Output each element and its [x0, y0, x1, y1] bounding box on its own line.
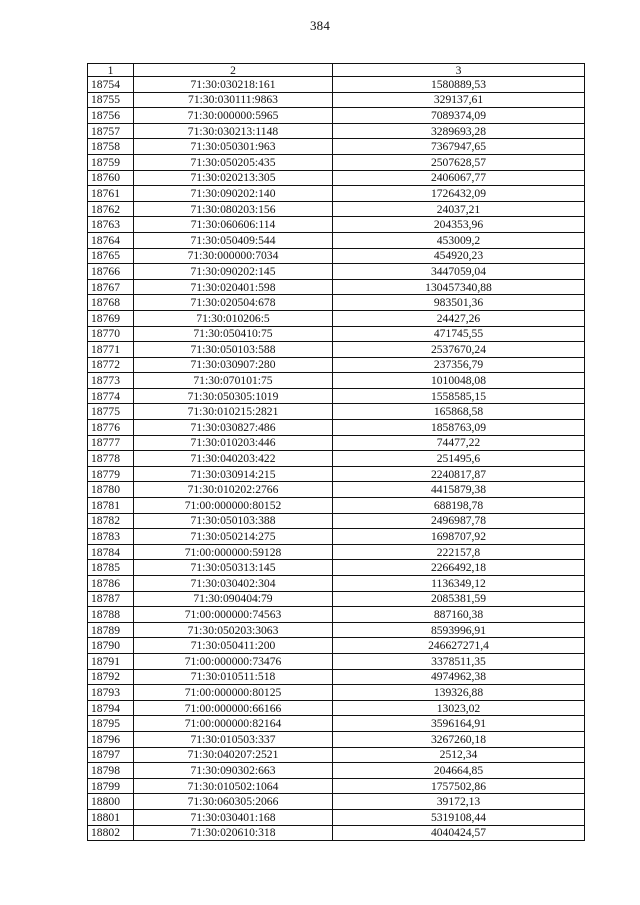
row-number-cell: 18776 [88, 420, 134, 436]
table-row [88, 685, 585, 701]
cadastral-number-cell: 71:00:000000:74563 [134, 607, 333, 623]
row-number-cell: 18802 [88, 825, 134, 841]
table-row [88, 560, 585, 576]
cadastral-value-cell: 1726432,09 [333, 186, 585, 202]
row-number-cell: 18789 [88, 622, 134, 638]
row-number-cell: 18769 [88, 310, 134, 326]
table-row [88, 435, 585, 451]
row-number-cell: 18772 [88, 357, 134, 373]
table-row [88, 731, 585, 747]
cadastral-value-cell: 237356,79 [333, 357, 585, 373]
row-number-cell: 18785 [88, 560, 134, 576]
table-row [88, 544, 585, 560]
cadastral-value-cell: 139326,88 [333, 685, 585, 701]
cadastral-number-cell: 71:30:020401:598 [134, 279, 333, 295]
cadastral-value-cell: 3378511,35 [333, 653, 585, 669]
cadastral-number-cell: 71:00:000000:80125 [134, 685, 333, 701]
cadastral-value-cell: 453009,2 [333, 232, 585, 248]
table-row [88, 716, 585, 732]
cadastral-value-table-container [87, 63, 585, 841]
table-row [88, 248, 585, 264]
cadastral-number-cell: 71:30:050103:588 [134, 342, 333, 358]
cadastral-value-cell: 13023,02 [333, 700, 585, 716]
table-row [88, 451, 585, 467]
row-number-cell: 18755 [88, 92, 134, 108]
table-row [88, 326, 585, 342]
cadastral-value-cell: 3447059,04 [333, 264, 585, 280]
cadastral-value-cell: 3267260,18 [333, 731, 585, 747]
table-row [88, 310, 585, 326]
table-row [88, 373, 585, 389]
cadastral-number-cell: 71:30:090404:79 [134, 591, 333, 607]
table-row [88, 669, 585, 685]
row-number-cell: 18768 [88, 295, 134, 311]
cadastral-number-cell: 71:30:090202:145 [134, 264, 333, 280]
cadastral-value-cell: 251495,6 [333, 451, 585, 467]
cadastral-value-cell: 8593996,91 [333, 622, 585, 638]
row-number-cell: 18793 [88, 685, 134, 701]
table-row [88, 201, 585, 217]
cadastral-value-cell: 1558585,15 [333, 388, 585, 404]
cadastral-number-cell: 71:30:070101:75 [134, 373, 333, 389]
cadastral-value-cell: 4415879,38 [333, 482, 585, 498]
cadastral-value-cell: 2406067,77 [333, 170, 585, 186]
cadastral-number-cell: 71:30:010511:518 [134, 669, 333, 685]
cadastral-number-cell: 71:30:050313:145 [134, 560, 333, 576]
column-header-1: 1 [88, 64, 134, 77]
table-row [88, 92, 585, 108]
cadastral-number-cell: 71:30:030213:1148 [134, 123, 333, 139]
cadastral-value-cell: 1698707,92 [333, 529, 585, 545]
cadastral-number-cell: 71:30:000000:7034 [134, 248, 333, 264]
cadastral-value-cell: 7367947,65 [333, 139, 585, 155]
cadastral-number-cell: 71:30:090302:663 [134, 763, 333, 779]
row-number-cell: 18766 [88, 264, 134, 280]
table-row [88, 529, 585, 545]
row-number-cell: 18783 [88, 529, 134, 545]
column-header-2: 2 [134, 64, 333, 77]
cadastral-number-cell: 71:30:010215:2821 [134, 404, 333, 420]
row-number-cell: 18795 [88, 716, 134, 732]
cadastral-value-cell: 1010048,08 [333, 373, 585, 389]
row-number-cell: 18770 [88, 326, 134, 342]
table-row [88, 264, 585, 280]
cadastral-number-cell: 71:30:050214:275 [134, 529, 333, 545]
cadastral-number-cell: 71:30:050205:435 [134, 154, 333, 170]
row-number-cell: 18756 [88, 108, 134, 124]
header-row [88, 64, 585, 77]
cadastral-number-cell: 71:30:010502:1064 [134, 778, 333, 794]
table-row [88, 466, 585, 482]
table-row [88, 778, 585, 794]
row-number-cell: 18792 [88, 669, 134, 685]
cadastral-value-cell: 1136349,12 [333, 576, 585, 592]
cadastral-value-table [87, 63, 585, 841]
row-number-cell: 18759 [88, 154, 134, 170]
cadastral-value-cell: 2507628,57 [333, 154, 585, 170]
row-number-cell: 18763 [88, 217, 134, 233]
cadastral-number-cell: 71:00:000000:82164 [134, 716, 333, 732]
table-row [88, 653, 585, 669]
row-number-cell: 18781 [88, 498, 134, 514]
cadastral-number-cell: 71:30:050301:963 [134, 139, 333, 155]
row-number-cell: 18754 [88, 77, 134, 93]
table-row [88, 295, 585, 311]
row-number-cell: 18796 [88, 731, 134, 747]
table-row [88, 809, 585, 825]
cadastral-value-cell: 5319108,44 [333, 809, 585, 825]
table-row [88, 108, 585, 124]
table-row [88, 638, 585, 654]
cadastral-value-cell: 7089374,09 [333, 108, 585, 124]
table-body [88, 77, 585, 841]
cadastral-value-cell: 4974962,38 [333, 669, 585, 685]
row-number-cell: 18787 [88, 591, 134, 607]
cadastral-value-cell: 2085381,59 [333, 591, 585, 607]
cadastral-value-cell: 39172,13 [333, 794, 585, 810]
table-row [88, 825, 585, 841]
table-row [88, 513, 585, 529]
cadastral-number-cell: 71:00:000000:66166 [134, 700, 333, 716]
cadastral-number-cell: 71:30:050203:3063 [134, 622, 333, 638]
cadastral-number-cell: 71:00:000000:73476 [134, 653, 333, 669]
cadastral-value-cell: 3289693,28 [333, 123, 585, 139]
table-row [88, 498, 585, 514]
cadastral-number-cell: 71:30:090202:140 [134, 186, 333, 202]
table-row [88, 763, 585, 779]
cadastral-value-cell: 329137,61 [333, 92, 585, 108]
table-row [88, 747, 585, 763]
row-number-cell: 18760 [88, 170, 134, 186]
cadastral-value-cell: 222157,8 [333, 544, 585, 560]
cadastral-value-cell: 688198,78 [333, 498, 585, 514]
table-header [88, 64, 585, 77]
cadastral-number-cell: 71:30:030402:304 [134, 576, 333, 592]
table-row [88, 388, 585, 404]
cadastral-value-cell: 4040424,57 [333, 825, 585, 841]
row-number-cell: 18764 [88, 232, 134, 248]
cadastral-number-cell: 71:30:010202:2766 [134, 482, 333, 498]
row-number-cell: 18784 [88, 544, 134, 560]
table-row [88, 342, 585, 358]
row-number-cell: 18794 [88, 700, 134, 716]
table-row [88, 404, 585, 420]
cadastral-number-cell: 71:30:050305:1019 [134, 388, 333, 404]
cadastral-number-cell: 71:30:020213:305 [134, 170, 333, 186]
cadastral-value-cell: 130457340,88 [333, 279, 585, 295]
cadastral-number-cell: 71:30:030218:161 [134, 77, 333, 93]
cadastral-value-cell: 2266492,18 [333, 560, 585, 576]
cadastral-number-cell: 71:00:000000:80152 [134, 498, 333, 514]
row-number-cell: 18757 [88, 123, 134, 139]
cadastral-number-cell: 71:30:060606:114 [134, 217, 333, 233]
cadastral-number-cell: 71:30:010206:5 [134, 310, 333, 326]
cadastral-value-cell: 454920,23 [333, 248, 585, 264]
cadastral-value-cell: 2537670,24 [333, 342, 585, 358]
cadastral-number-cell: 71:30:010203:446 [134, 435, 333, 451]
row-number-cell: 18773 [88, 373, 134, 389]
table-row [88, 217, 585, 233]
row-number-cell: 18777 [88, 435, 134, 451]
cadastral-value-cell: 1757502,86 [333, 778, 585, 794]
cadastral-number-cell: 71:30:050410:75 [134, 326, 333, 342]
cadastral-number-cell: 71:30:040203:422 [134, 451, 333, 467]
row-number-cell: 18788 [88, 607, 134, 623]
table-row [88, 622, 585, 638]
row-number-cell: 18798 [88, 763, 134, 779]
cadastral-value-cell: 24427,26 [333, 310, 585, 326]
cadastral-number-cell: 71:30:020504:678 [134, 295, 333, 311]
row-number-cell: 18800 [88, 794, 134, 810]
cadastral-value-cell: 246627271,4 [333, 638, 585, 654]
row-number-cell: 18797 [88, 747, 134, 763]
row-number-cell: 18782 [88, 513, 134, 529]
table-row [88, 482, 585, 498]
cadastral-value-cell: 1580889,53 [333, 77, 585, 93]
table-row [88, 123, 585, 139]
table-row [88, 232, 585, 248]
table-row [88, 77, 585, 93]
row-number-cell: 18791 [88, 653, 134, 669]
cadastral-value-cell: 204664,85 [333, 763, 585, 779]
cadastral-number-cell: 71:30:000000:5965 [134, 108, 333, 124]
cadastral-number-cell: 71:30:030907:280 [134, 357, 333, 373]
column-header-3: 3 [333, 64, 585, 77]
cadastral-value-cell: 165868,58 [333, 404, 585, 420]
table-row [88, 607, 585, 623]
cadastral-value-cell: 887160,38 [333, 607, 585, 623]
cadastral-number-cell: 71:30:010503:337 [134, 731, 333, 747]
cadastral-number-cell: 71:30:030111:9863 [134, 92, 333, 108]
table-row [88, 420, 585, 436]
row-number-cell: 18775 [88, 404, 134, 420]
cadastral-value-cell: 74477,22 [333, 435, 585, 451]
row-number-cell: 18765 [88, 248, 134, 264]
cadastral-number-cell: 71:30:050103:388 [134, 513, 333, 529]
row-number-cell: 18779 [88, 466, 134, 482]
cadastral-value-cell: 2240817,87 [333, 466, 585, 482]
cadastral-number-cell: 71:30:030827:486 [134, 420, 333, 436]
cadastral-number-cell: 71:30:030914:215 [134, 466, 333, 482]
row-number-cell: 18761 [88, 186, 134, 202]
cadastral-value-cell: 24037,21 [333, 201, 585, 217]
table-row [88, 186, 585, 202]
table-row [88, 700, 585, 716]
row-number-cell: 18774 [88, 388, 134, 404]
cadastral-number-cell: 71:00:000000:59128 [134, 544, 333, 560]
table-row [88, 154, 585, 170]
row-number-cell: 18790 [88, 638, 134, 654]
table-row [88, 576, 585, 592]
page-number: 384 [309, 18, 331, 33]
cadastral-number-cell: 71:30:060305:2066 [134, 794, 333, 810]
table-row [88, 357, 585, 373]
row-number-cell: 18762 [88, 201, 134, 217]
table-row [88, 170, 585, 186]
row-number-cell: 18767 [88, 279, 134, 295]
cadastral-value-cell: 2512,34 [333, 747, 585, 763]
cadastral-value-cell: 983501,36 [333, 295, 585, 311]
cadastral-number-cell: 71:30:030401:168 [134, 809, 333, 825]
row-number-cell: 18758 [88, 139, 134, 155]
table-row [88, 139, 585, 155]
cadastral-value-cell: 2496987,78 [333, 513, 585, 529]
row-number-cell: 18771 [88, 342, 134, 358]
cadastral-value-cell: 204353,96 [333, 217, 585, 233]
row-number-cell: 18799 [88, 778, 134, 794]
cadastral-value-cell: 3596164,91 [333, 716, 585, 732]
row-number-cell: 18786 [88, 576, 134, 592]
cadastral-number-cell: 71:30:080203:156 [134, 201, 333, 217]
table-row [88, 794, 585, 810]
table-row [88, 279, 585, 295]
cadastral-number-cell: 71:30:020610:318 [134, 825, 333, 841]
cadastral-value-cell: 471745,55 [333, 326, 585, 342]
table-row [88, 591, 585, 607]
row-number-cell: 18780 [88, 482, 134, 498]
cadastral-number-cell: 71:30:050409:544 [134, 232, 333, 248]
cadastral-number-cell: 71:30:050411:200 [134, 638, 333, 654]
cadastral-value-cell: 1858763,09 [333, 420, 585, 436]
row-number-cell: 18801 [88, 809, 134, 825]
row-number-cell: 18778 [88, 451, 134, 467]
cadastral-number-cell: 71:30:040207:2521 [134, 747, 333, 763]
